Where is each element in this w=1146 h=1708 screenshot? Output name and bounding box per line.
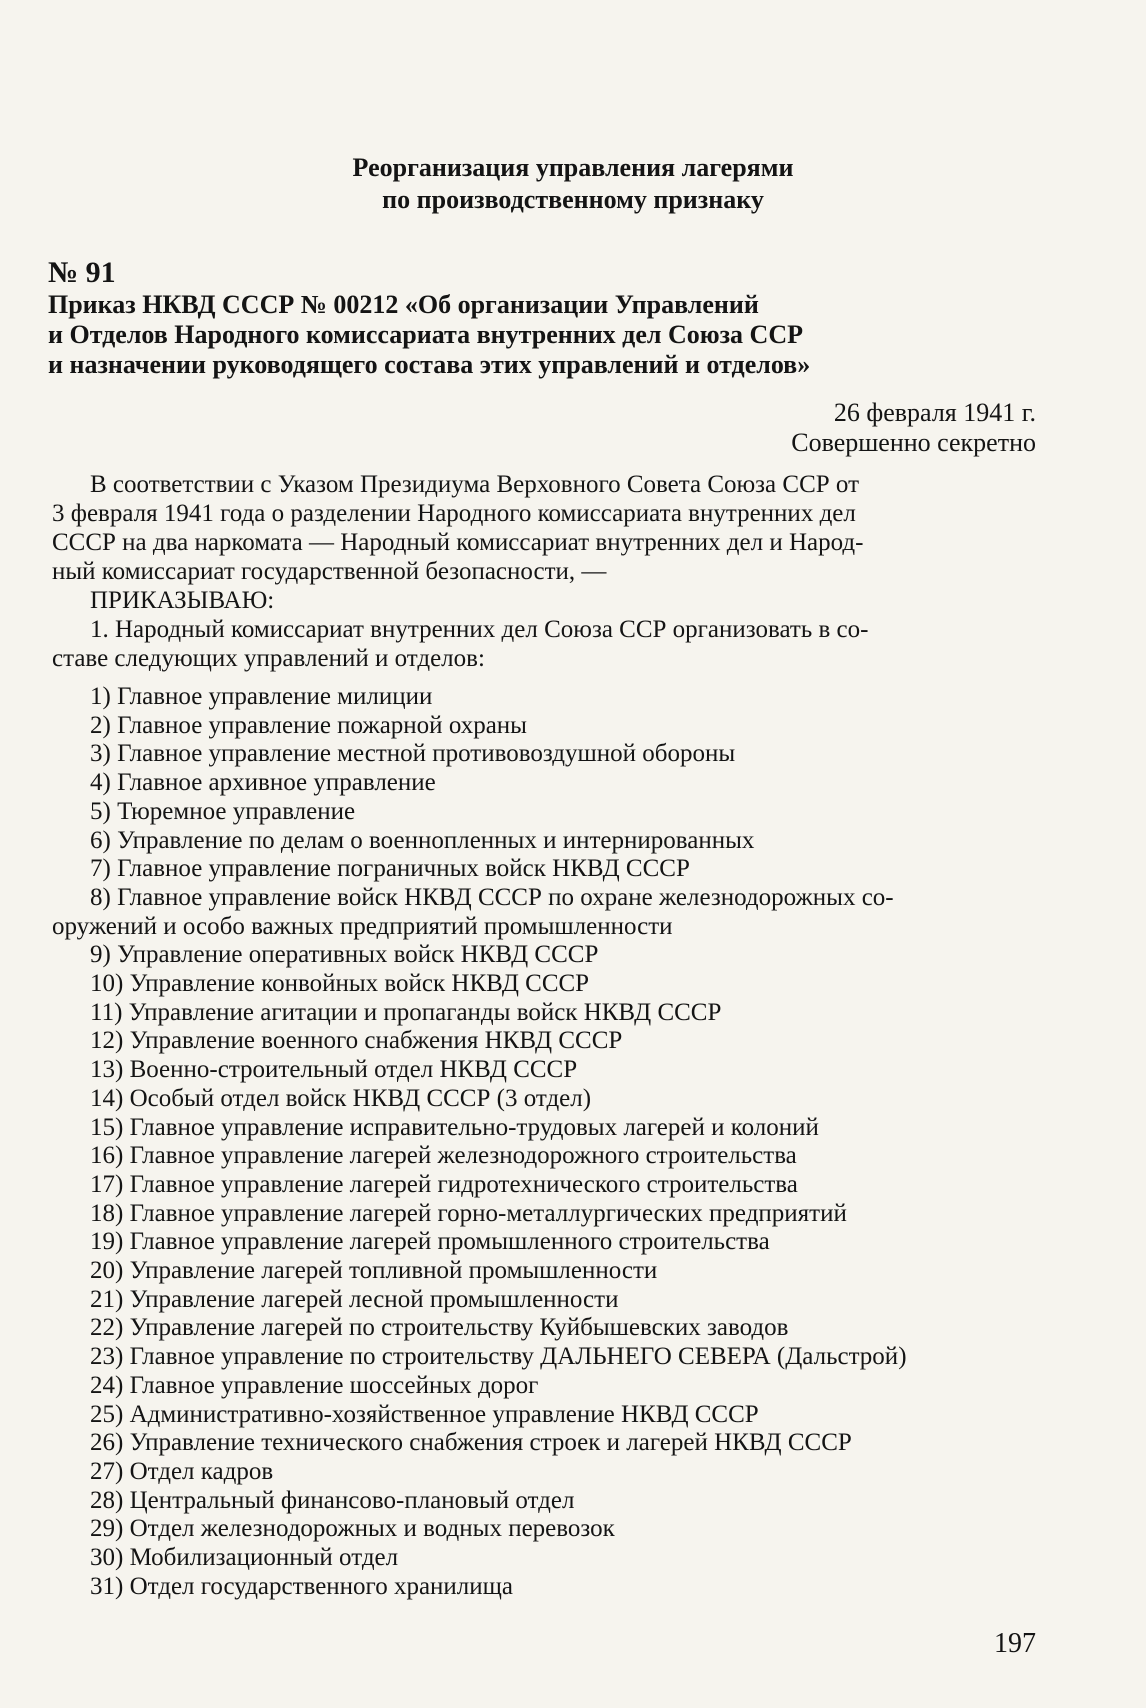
list-item: 15) Главное управление исправительно-трудовых лагерей и колоний — [90, 1113, 819, 1141]
list-item: 5) Тюремное управление — [90, 797, 356, 825]
list-item: 6) Управление по делам о военнопленных и интернированных — [90, 826, 755, 854]
list-item: 19) Главное управление лагерей промышленного строительства — [90, 1228, 770, 1256]
list-item: 23) Главное управление по строительству ДАЛЬНЕГО СЕВЕРА (Дальстрой) — [90, 1343, 907, 1371]
document-body — [52, 470, 1042, 673]
list-item: 24) Главное управление шоссейных дорог — [90, 1371, 539, 1399]
list-item: 29) Отдел железнодорожных и водных перевозок — [90, 1515, 615, 1543]
list-item: 10) Управление конвойных войск НКВД СССР — [90, 970, 590, 998]
point-1-line-2: ставе следующих управлений и отделов: — [52, 645, 485, 672]
list-item: 22) Управление лагерей по строительству Куйбышевских заводов — [90, 1314, 789, 1342]
preamble-line-2: 3 февраля 1941 года о разделении Народного комиссариата внутренних дел — [52, 500, 856, 527]
list-item: 18) Главное управление лагерей горно-металлургических предприятий — [90, 1199, 847, 1227]
classification-mark: Совершенно секретно — [791, 428, 1036, 457]
department-list — [52, 683, 1050, 1602]
list-item: 31) Отдел государственного хранилища — [90, 1572, 513, 1600]
list-item: 16) Главное управление лагерей железнодорожного строительства — [90, 1142, 797, 1170]
list-item: 17) Главное управление лагерей гидротехнического строительства — [90, 1170, 798, 1198]
list-item: 3) Главное управление местной противовоздушной обороны — [90, 740, 736, 768]
list-item: 25) Административно-хозяйственное управление НКВД СССР — [90, 1400, 759, 1428]
document-number: № 91 — [48, 256, 116, 289]
list-item: 13) Военно-строительный отдел НКВД СССР — [90, 1056, 578, 1084]
list-item: 27) Отдел кадров — [90, 1457, 274, 1485]
list-item: 20) Управление лагерей топливной промышленности — [90, 1257, 658, 1285]
section-title-line-1: Реорганизация управления лагерями — [352, 153, 794, 182]
document-date: 26 февраля 1941 г. — [833, 398, 1036, 427]
list-item: 4) Главное архивное управление — [90, 769, 436, 797]
list-item: 14) Особый отдел войск НКВД СССР (3 отдел) — [90, 1084, 592, 1112]
list-item-continuation: оружений и особо важных предприятий промышленности — [52, 912, 673, 940]
list-item: 11) Управление агитации и пропаганды войск НКВД СССР — [90, 998, 722, 1026]
order-word: ПРИКАЗЫВАЮ: — [90, 587, 275, 614]
section-title — [0, 152, 1146, 216]
list-item: 28) Центральный финансово-плановый отдел — [90, 1486, 575, 1514]
list-item: 12) Управление военного снабжения НКВД СССР — [90, 1027, 623, 1055]
document-title-line-1: Приказ НКВД СССР № 00212 «Об организации Управлений — [48, 290, 759, 319]
page-number: 197 — [994, 1628, 1036, 1659]
preamble-line-4: ный комиссариат государственной безопасности, — — [52, 558, 607, 585]
list-item: 30) Мобилизационный отдел — [90, 1544, 399, 1572]
list-item: 2) Главное управление пожарной охраны — [90, 711, 527, 739]
preamble-line-3: СССР на два наркомата — Народный комиссариат внутренних дел и Народ- — [52, 529, 864, 556]
point-1-line-1: 1. Народный комиссариат внутренних дел Союза ССР организовать в со- — [90, 616, 869, 643]
preamble-line-1: В соответствии с Указом Президиума Верховного Совета Союза ССР от — [90, 471, 860, 498]
section-title-line-2: по производственному признаку — [382, 185, 764, 214]
list-item: 1) Главное управление милиции — [90, 683, 433, 710]
document-title-line-2: и Отделов Народного комиссариата внутренних дел Союза ССР — [48, 320, 803, 349]
list-item: 8) Главное управление войск НКВД СССР по охране железнодорожных со- — [90, 883, 894, 911]
list-item: 7) Главное управление пограничных войск НКВД СССР — [90, 855, 690, 883]
list-item: 21) Управление лагерей лесной промышленности — [90, 1285, 619, 1313]
list-item: 9) Управление оперативных войск НКВД СССР — [90, 941, 599, 969]
document-title — [48, 290, 1048, 380]
document-title-line-3: и назначении руководящего состава этих управлений и отделов» — [48, 350, 811, 379]
list-item: 26) Управление технического снабжения строек и лагерей НКВД СССР — [90, 1429, 852, 1457]
